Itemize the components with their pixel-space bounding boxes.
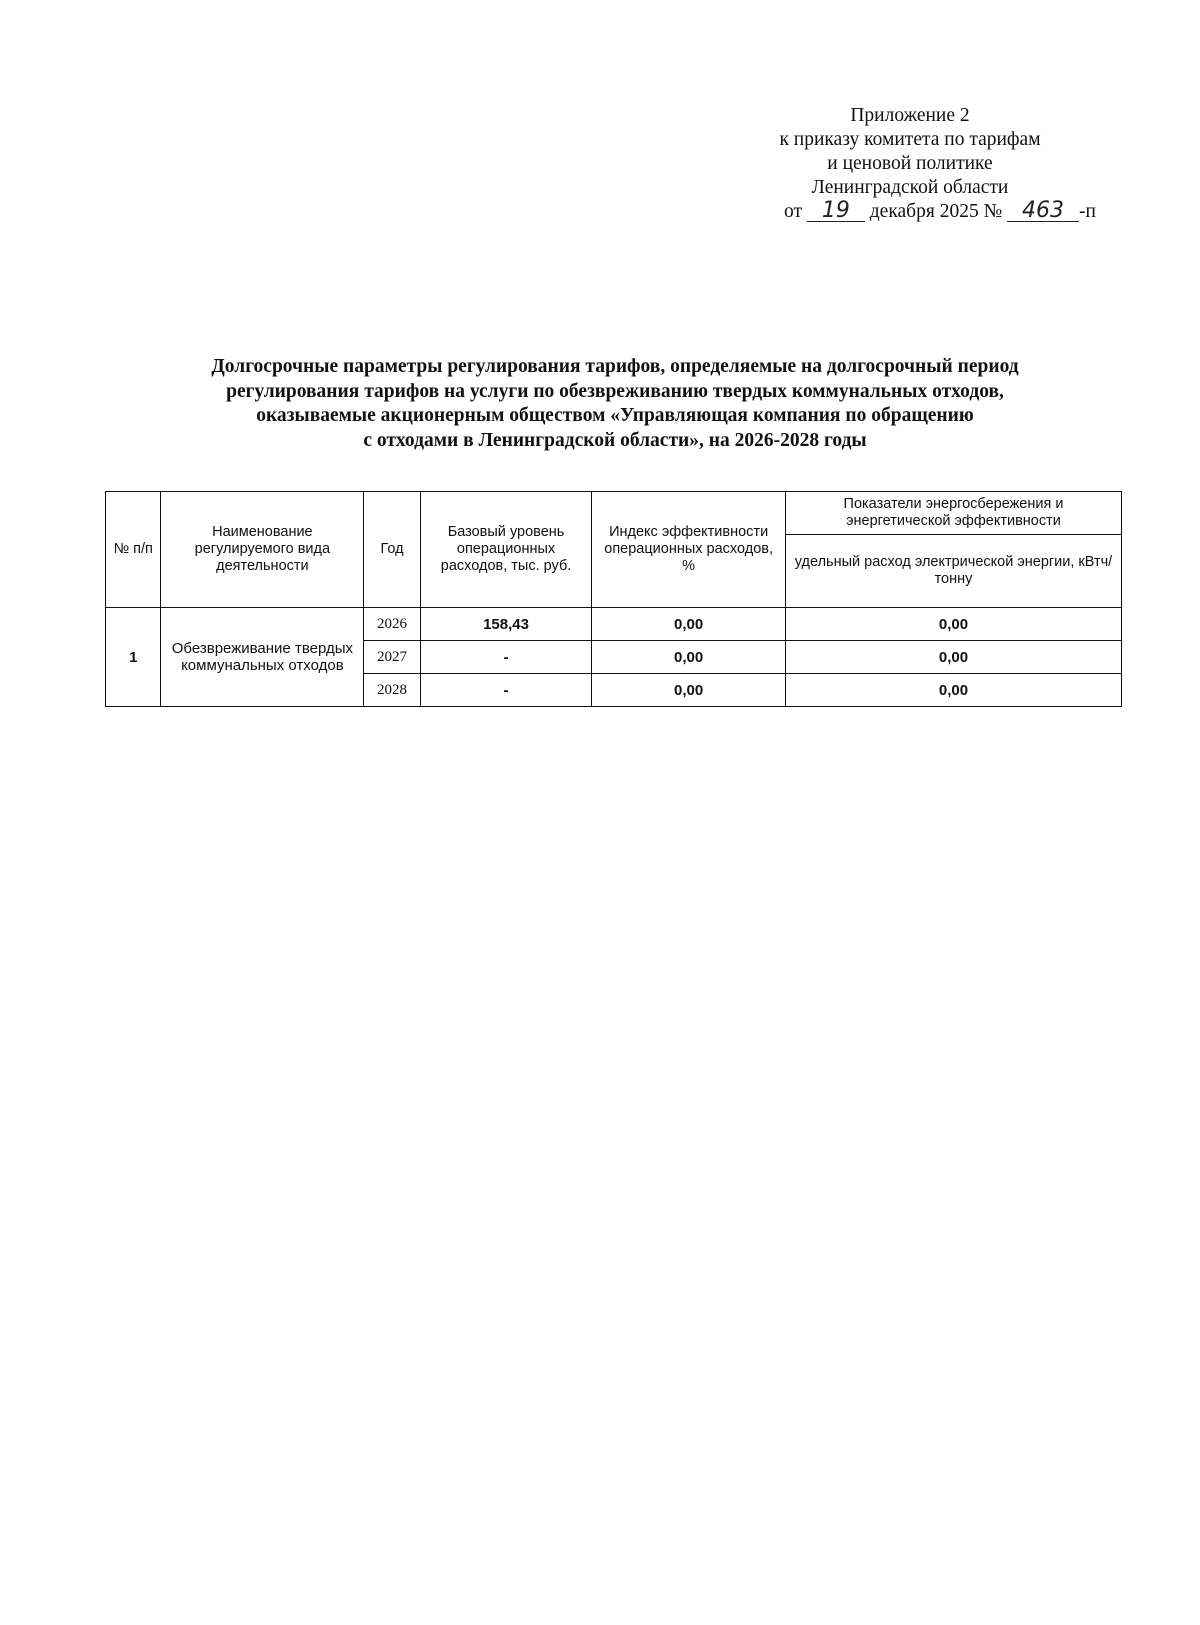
cell-energy-consumption: 0,00: [785, 641, 1121, 674]
parameters-table: [105, 491, 1122, 707]
title-line-2: регулирования тарифов на услуги по обезвреживанию твердых коммунальных отходов,: [226, 380, 1004, 402]
header-year: Год: [364, 492, 421, 608]
header-num: № п/п: [106, 492, 161, 608]
table-header-row: [106, 492, 1122, 535]
header-energy-consumption: удельный расход электрической энергии, кВтч/тонну: [785, 535, 1121, 608]
appendix-line-3: и ценовой политике: [827, 153, 993, 174]
appendix-line-2: к приказу комитета по тарифам: [779, 129, 1041, 150]
title-line-1: Долгосрочные параметры регулирования тарифов, определяемые на долгосрочный период: [211, 356, 1019, 377]
appendix-line-1: Приложение 2: [850, 105, 970, 126]
activity-name: Обезвреживание твердых коммунальных отходов: [161, 608, 364, 707]
title-line-4: с отходами в Ленинградской области», на 2026-2028 годы: [363, 429, 867, 451]
cell-base-expenses: 158,43: [420, 608, 592, 641]
header-base-expenses: Базовый уровень операционных расходов, тыс. руб.: [420, 492, 592, 608]
document-title: [100, 355, 1130, 453]
cell-year: 2027: [364, 641, 421, 674]
order-date-line: [730, 200, 1150, 224]
appendix-line-4: Ленинградской области: [811, 177, 1009, 198]
cell-base-expenses: -: [420, 674, 592, 707]
cell-efficiency-index: 0,00: [592, 608, 786, 641]
cell-energy-consumption: 0,00: [785, 608, 1121, 641]
title-line-3: оказываемые акционерным обществом «Управляющая компания по обращению: [256, 405, 974, 426]
date-prefix: от: [784, 201, 803, 222]
handwritten-day: 19: [807, 201, 865, 222]
handwritten-order-number: 463: [1007, 201, 1079, 222]
item-number: 1: [106, 608, 161, 707]
cell-efficiency-index: 0,00: [592, 674, 786, 707]
header-efficiency-index: Индекс эффективности операционных расходов, %: [592, 492, 786, 608]
cell-efficiency-index: 0,00: [592, 641, 786, 674]
cell-year: 2028: [364, 674, 421, 707]
appendix-block: [700, 104, 1120, 224]
cell-base-expenses: -: [420, 641, 592, 674]
order-number-suffix: -п: [1079, 201, 1096, 222]
date-middle: декабря 2025 №: [869, 201, 1003, 222]
cell-energy-consumption: 0,00: [785, 674, 1121, 707]
header-name: Наименование регулируемого вида деятельности: [161, 492, 364, 608]
header-energy-group: Показатели энергосбережения и энергетической эффективности: [785, 492, 1121, 535]
table-row: [106, 608, 1122, 641]
cell-year: 2026: [364, 608, 421, 641]
